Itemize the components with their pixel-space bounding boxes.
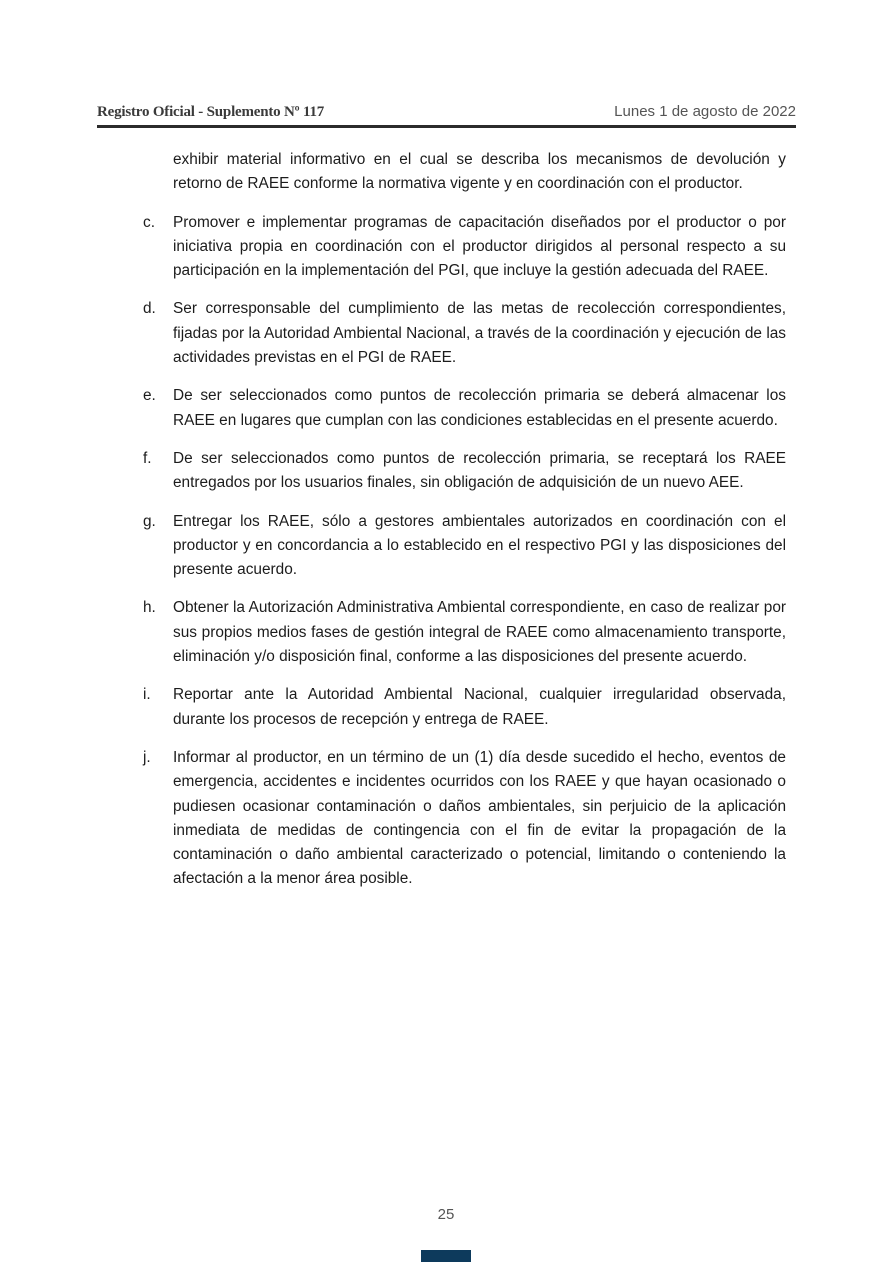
list-marker: e.: [143, 387, 156, 405]
list-item-text: Entregar los RAEE, sólo a gestores ambientales autorizados en coordinación con el productor y en concordancia a lo establecido en el respectivo PGI y las disposiciones del presente acuerdo.: [173, 512, 786, 579]
list-item-j: [143, 746, 786, 892]
list-item-text: Ser corresponsable del cumplimiento de las metas de recolección correspondientes, fijadas por la Autoridad Ambiental Nacional, a través de la coordinación y ejecución de las actividades previstas en el PGI de RAEE.: [173, 300, 786, 367]
list-marker: d.: [143, 300, 156, 318]
list-marker: g.: [143, 512, 156, 530]
publication-title: Registro Oficial - Suplemento Nº 117: [97, 104, 325, 120]
continuation-paragraph: [143, 148, 786, 197]
list-item-d: [143, 297, 786, 370]
publication-date: Lunes 1 de agosto de 2022: [614, 103, 796, 120]
list-item-text: Informar al productor, en un término de un (1) día desde sucedido el hecho, eventos de emergencia, accidentes e incidentes ocurridos con los RAEE y que hayan ocasionado o pudiesen ocasionar contaminación o daños ambientales, sin perjuicio de la aplicación inmediata de medidas de contingencia con el fin de evitar la propagación de la contaminación o daño ambiental caracterizado o potencial, limitando o conteniendo la afectación a la menor área posible.: [173, 748, 786, 888]
list-marker: i.: [143, 686, 151, 704]
list-item-text: Reportar ante la Autoridad Ambiental Nacional, cualquier irregularidad observada, durante los procesos de recepción y entrega de RAEE.: [173, 686, 786, 728]
list-item-f: [143, 447, 786, 496]
list-item-text: Obtener la Autorización Administrativa Ambiental correspondiente, en caso de realizar por sus propios medios fases de gestión integral de RAEE como almacenamiento transporte, eliminación y/o disposición final, conforme a las disposiciones del presente acuerdo.: [173, 599, 786, 666]
list-item-e: [143, 384, 786, 433]
list-marker: h.: [143, 599, 156, 617]
list-item-text: De ser seleccionados como puntos de recolección primaria, se receptará los RAEE entregados por los usuarios finales, sin obligación de adquisición de un nuevo AEE.: [173, 449, 786, 492]
page-number: 25: [437, 1206, 455, 1223]
document-body: [143, 148, 786, 906]
list-item-text: De ser seleccionados como puntos de recolección primaria se deberá almacenar los RAEE en lugares que cumplan con las condiciones establecidas en el presente acuerdo.: [173, 387, 786, 429]
page-header: [97, 103, 796, 128]
list-item-text: Promover e implementar programas de capacitación diseñados por el productor o por iniciativa propia en coordinación con el productor dirigidos al personal respecto a su participación en la implementación del PGI, que incluye la gestión adecuada del RAEE.: [173, 213, 786, 280]
list-marker: c.: [143, 213, 155, 231]
footer-accent-bar: [421, 1250, 471, 1262]
list-marker: f.: [143, 449, 152, 467]
list-item-i: [143, 683, 786, 732]
list-item-h: [143, 596, 786, 669]
paragraph-text: exhibir material informativo en el cual se describa los mecanismos de devolución y retorno de RAEE conforme la normativa vigente y en coordinación con el productor.: [173, 151, 786, 193]
list-marker: j.: [143, 748, 151, 766]
list-item-g: [143, 510, 786, 583]
list-item-c: [143, 211, 786, 284]
